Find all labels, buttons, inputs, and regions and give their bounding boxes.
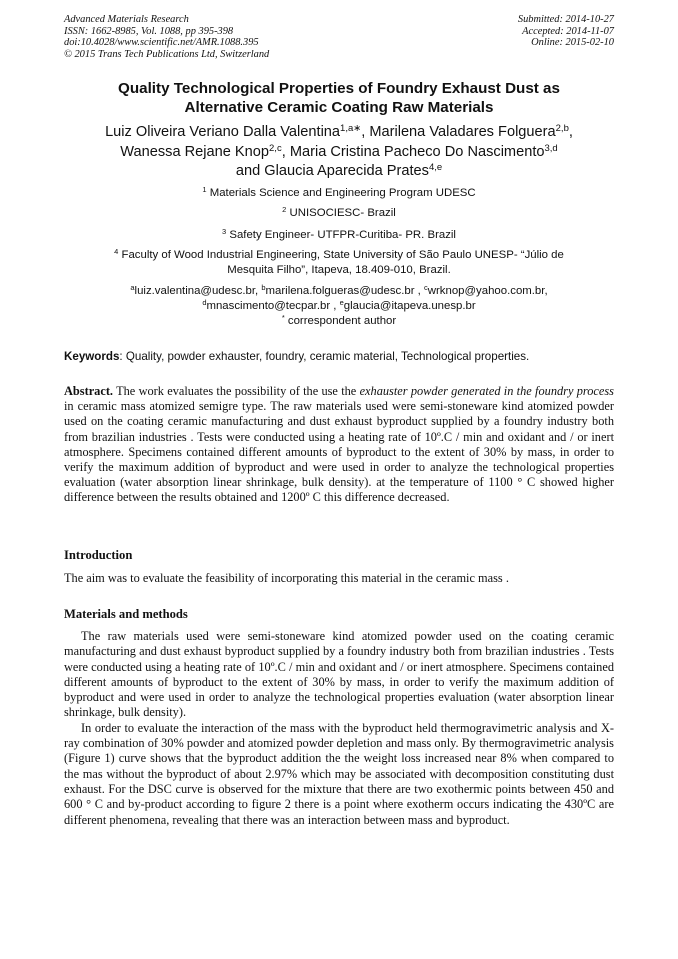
- journal-doi: doi:10.4028/www.scientific.net/AMR.1088.395: [64, 37, 259, 49]
- email-sup: e: [339, 297, 344, 307]
- email-e[interactable]: glaucia@itapeva.unesp.br: [343, 299, 476, 312]
- affiliation-4-line-2: Mesquita Filho”, Itapeva, 18.409-010, Brazil.: [227, 263, 451, 276]
- introduction-heading: Introduction: [64, 548, 133, 562]
- email-sup: a: [130, 283, 135, 292]
- affiliation-number: 1: [202, 185, 207, 194]
- affiliation-3: [64, 228, 614, 243]
- author-sup: 1,a∗: [340, 123, 362, 134]
- introduction-text: The aim was to evaluate the feasibility of incorporating this material in the ceramic mass .: [64, 571, 509, 585]
- author-name: and Glaucia Aparecida Prates: [235, 163, 429, 179]
- email-sup: c: [424, 283, 428, 292]
- author-line-2: [64, 143, 614, 163]
- methods-heading: Materials and methods: [64, 607, 188, 621]
- author-name: Wanessa Rejane Knop: [120, 143, 270, 160]
- keywords-text: : Quality, powder exhauster, foundry, ceramic material, Technological properties.: [119, 350, 530, 363]
- email-line-2: $^d$mnascimento@tecpar.br , $^e$glaucia@itapeva.unesp.br: [202, 297, 476, 312]
- submission-dates: [518, 14, 614, 49]
- methods-paragraph-2: In order to evaluate the interaction of the mass with the byproduct held thermogravimetric analysis and X-ray combination of 30% powder and atomized powder depletion and mass only. By thermogravimetric analysis (Figure 1) curve shows that the byproduct addition the the weight loss increased near 8% when compared to the mas without the byproduct of about 2.97% which may be associated with decomposition constituting dust exhaust. For the DSC curve is observed for the mixture that there are two exothermic points between 450 and 600 ° C and by-product according to figure 2 there is a point where exotherm occurs indicating the 430ºC are different phenomena, revealing that there was an interaction between mass and byproduct.: [64, 720, 614, 827]
- affiliation-number: 4: [114, 247, 119, 256]
- author-sep: ,: [281, 143, 290, 160]
- title-line-2: Alternative Ceramic Coating Raw Materials: [184, 99, 494, 116]
- email-sup: b: [261, 283, 266, 292]
- affiliation-1: [64, 186, 614, 201]
- online-date: Online: 2015-02-10: [531, 37, 614, 49]
- email-a[interactable]: luiz.valentina@udesc.br: [134, 285, 256, 297]
- affiliation-4: [64, 248, 614, 277]
- keywords-label: Keywords: [64, 350, 120, 363]
- correspondent-text: correspondent author: [284, 314, 397, 327]
- journal-name: Advanced Materials Research: [64, 14, 189, 25]
- author-emails: [64, 284, 614, 328]
- author-sep: ,: [361, 124, 370, 140]
- methods-body: [64, 629, 614, 828]
- author-sup: 3,d: [544, 142, 558, 154]
- author-sup: 2,b: [555, 123, 569, 134]
- abstract-label: Abstract.: [64, 384, 114, 398]
- accepted-date: Accepted: 2014-11-07: [522, 25, 614, 37]
- abstract: [64, 384, 614, 506]
- correspondent-note: [64, 314, 614, 329]
- author-name: Maria Cristina Pacheco Do Nascimento: [289, 143, 545, 160]
- author-sep: ,: [568, 124, 573, 140]
- author-line-1: [64, 123, 614, 143]
- email-line-1: $^a$luiz.valentina@udesc.br, $^b$marilena.folgueras@udesc.br , $^c$wrknop@yahoo.com.br,: [130, 283, 548, 297]
- affiliation-text: Faculty of Wood Industrial Engineering, State University of São Paulo UNESP- “Júlio de: [118, 249, 564, 261]
- author-sup: 2,c: [269, 142, 282, 154]
- affiliation-2: [64, 206, 614, 221]
- author-list: [64, 123, 614, 182]
- affiliation-text: Safety Engineer- UTFPR-Curitiba- PR. Brazil: [226, 229, 456, 241]
- affiliation-number: 2: [282, 205, 287, 214]
- submitted-date: Submitted: 2014-10-27: [517, 14, 614, 25]
- email-c[interactable]: wrknop@yahoo.com.br: [427, 285, 545, 297]
- affiliation-text: UNISOCIESC- Brazil: [286, 207, 396, 219]
- journal-copyright: © 2015 Trans Tech Publications Ltd, Switzerland: [64, 48, 270, 60]
- email-b[interactable]: marilena.folgueras@udesc.br: [265, 285, 415, 297]
- author-sup: 4,e: [428, 162, 443, 173]
- author-name: Luiz Oliveira Veriano Dalla Valentina: [105, 124, 341, 140]
- affiliation-text: Materials Science and Engineering Program UDESC: [206, 187, 476, 199]
- paper-title: [64, 79, 614, 117]
- author-name: Marilena Valadares Folguera: [369, 124, 556, 140]
- affiliation-number: 3: [222, 227, 227, 236]
- abstract-text: in ceramic mass atomized semigre type. The raw materials used were semi-stoneware kind atomized powder used on the coating ceramic manufacturing and dust exhaust byproduct supplied by a foundry industry both from brazilian industries . Tests were conducted using a heating rate of 10º.C / min and oxidant and / or inert atmosphere. Specimens contained different amounts of byproduct to the extent of 30% by mass, in order to verify the maximum addition of byproduct and were used in order to analyze the technological properties evaluation (water absorption linear shrinkage, bulk density). at the temperature of 1100 ° C showed higher difference between the results obtained and 1200º C this difference decreased.: [64, 399, 614, 505]
- journal-issn: ISSN: 1662-8985, Vol. 1088, pp 395-398: [64, 25, 234, 37]
- asterisk: *: [281, 312, 285, 322]
- author-line-3: [64, 162, 614, 182]
- title-line-1: Quality Technological Properties of Foundry Exhaust Dust as: [118, 80, 560, 97]
- email-sup: d: [202, 297, 207, 307]
- journal-info: [64, 14, 269, 60]
- email-d[interactable]: mnascimento@tecpar.br: [206, 299, 331, 312]
- abstract-emphasis: exhauster powder generated in the foundry process: [359, 384, 614, 398]
- affiliation-4-line-1: [64, 248, 614, 263]
- abstract-text: The work evaluates the possibility of the use the: [113, 384, 360, 398]
- keywords: [64, 350, 614, 364]
- methods-paragraph-1: The raw materials used were semi-stoneware kind atomized powder used on the coating ceramic manufacturing and dust exhaust byproduct supplied by a foundry industry both from brazilian industries . Tests were conducted using a heating rate of 10º.C / min and oxidant and / or inert atmosphere. Specimens contained different amounts of byproduct to the extent of 30% by mass, in order to verify the maximum addition of byproduct and were used in order to analyze the technological properties evaluation (water absorption linear shrinkage, bulk density).: [64, 629, 614, 720]
